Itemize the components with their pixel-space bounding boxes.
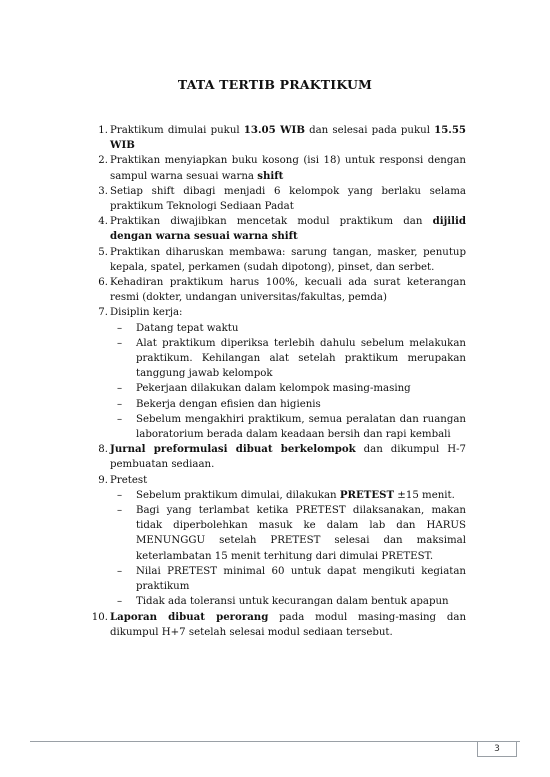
sub-item: – Nilai PRETEST minimal 60 untuk dapat mengikuti kegiatan praktikum (117, 565, 466, 593)
list-item: 10. Laporan dibuat perorang pada modul masing-masing dan dikumpul H+7 setelah selesai modul sediaan tersebut. (84, 610, 466, 640)
item-number: 1. (98, 125, 108, 136)
list-item: 5. Praktikan diharuskan membawa: sarung tangan, masker, penutup kepala, spatel, perkamen (sudah dipotong), pinset, dan serbet. (84, 245, 466, 275)
rules-list (84, 123, 466, 640)
sub-item: – Sebelum mengakhiri praktikum, semua peralatan dan ruangan laboratorium berada dalam keadaan bersih dan rapi kembali (117, 413, 466, 441)
item-number: 6. (98, 277, 108, 289)
list-item: 3. Setiap shift dibagi menjadi 6 kelompok yang berlaku selama praktikum Teknologi Sediaan Padat (84, 184, 466, 214)
sub-item: – Datang tepat waktu (117, 322, 239, 334)
footer-divider (30, 741, 520, 742)
list-item: 4. Praktikan diwajibkan mencetak modul praktikum dan dijilid dengan warna sesuai warna shift (84, 214, 466, 244)
list-item: 8. Jurnal preformulasi dibuat berkelompok dan dikumpul H-7 pembuatan sediaan. (84, 442, 466, 472)
item-number: 7. (98, 307, 108, 319)
list-item: 2. Praktikan menyiapkan buku kosong (isi 18) untuk responsi dengan sampul warna sesuai warna shift (84, 153, 466, 183)
item-number: 4. (98, 216, 108, 228)
list-item: 7. Disiplin kerja: (84, 305, 466, 320)
item-number: 3. (98, 185, 108, 197)
sub-item: – Pekerjaan dilakukan dalam kelompok masing-masing (117, 383, 411, 395)
list-item: 1. Praktikum dimulai pukul 13.05 WIB dan selesai pada pukul 15.55 WIB (84, 123, 466, 153)
sub-item: – Sebelum praktikum dimulai, dilakukan PRETEST ±15 menit. (117, 488, 455, 501)
page-title: TATA TERTIB PRAKTIKUM (177, 77, 373, 92)
sub-item: – Bekerja dengan efisien dan higienis (117, 398, 321, 410)
sub-item: – Bagi yang terlambat ketika PRETEST dilaksanakan, makan tidak diperbolehkan masuk ke dalam lab dan HARUS MENUNGGU setelah PRETEST selesai dan maksimal keterlambatan 15 menit terhitung dari dimulai PRETEST. (117, 505, 466, 562)
list-item: 6. Kehadiran praktikum harus 100%, kecuali ada surat keterangan resmi (dokter, undangan universitas/fakultas, pemda) (84, 275, 466, 305)
page-number: 3 (477, 742, 517, 757)
item-number: 10. (91, 611, 108, 623)
sub-item: – Tidak ada toleransi untuk kecurangan dalam bentuk apapun (117, 596, 449, 608)
list-item: 9. Pretest (84, 473, 466, 488)
item-number: 8. (98, 444, 108, 456)
item-number: 9. (98, 474, 108, 486)
item-number: 2. (98, 155, 108, 167)
sub-item: – Alat praktikum diperiksa terlebih dahulu sebelum melakukan praktikum. Kehilangan alat setelah praktikum merupakan tanggung jawab kelompok (117, 337, 466, 380)
item-number: 5. (98, 246, 108, 258)
